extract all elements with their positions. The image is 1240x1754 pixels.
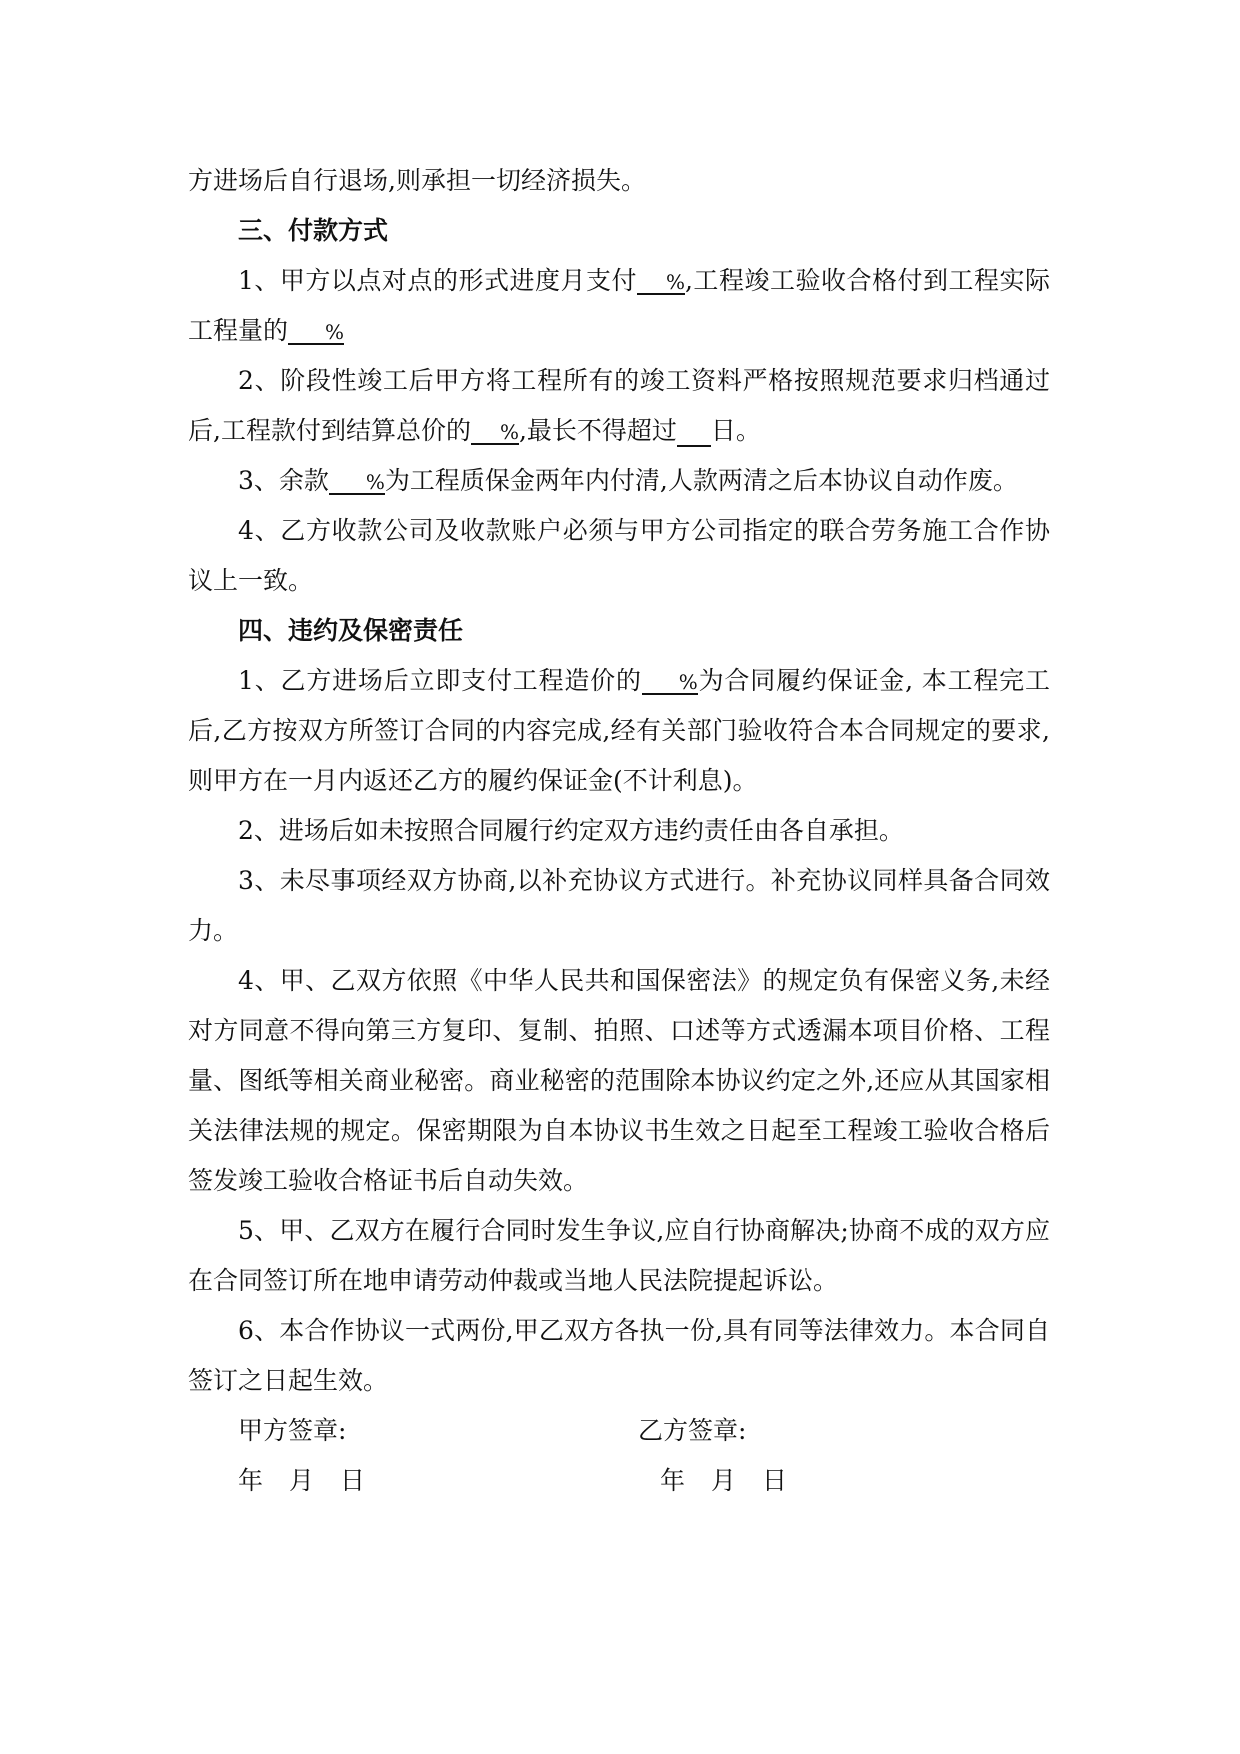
payment-clause-4: 4、乙方收款公司及收款账户必须与甲方公司指定的联合劳务施工合作协议上一致。	[188, 516, 1050, 595]
clause-text: ,工程竣工验收合格付到工程实际工程量的	[188, 266, 1050, 345]
signature-row	[188, 1406, 1050, 1456]
date-year-label: 年	[660, 1466, 686, 1495]
payment-clause-3	[188, 456, 1050, 506]
breach-clause-3: 3、未尽事项经双方协商,以补充协议方式进行。补充协议同样具备合同效力。	[188, 866, 1050, 945]
clause-text: 3、余款	[238, 466, 329, 495]
party-b-signature-label: 乙方签章:	[638, 1416, 747, 1445]
section-heading-payment: 三、付款方式	[238, 216, 389, 245]
clause-text: 为工程质保金两年内付清,人款两清之后本协议自动作废。	[384, 466, 1018, 495]
blank-field-days	[677, 417, 711, 447]
payment-clause-2	[188, 356, 1050, 456]
date-month-label: 月	[711, 1466, 737, 1495]
clause-text: 2、阶段性竣工后甲方将工程所有的竣工资料严格按照规范要求归档通过后,工程款付到结算总价的	[188, 366, 1050, 445]
blank-field-percent: %	[329, 471, 385, 495]
contract-body	[188, 156, 1050, 1506]
party-a-date	[238, 1456, 365, 1506]
paragraph-continuation: 方进场后自行退场,则承担一切经济损失。	[188, 166, 646, 195]
clause-text: 为合同履约保证金, 本工程完工后,乙方按双方所签订合同的内容完成,经有关部门验收符合本合同规定的要求,则甲方在一月内返还乙方的履约保证金(不计利息)。	[188, 666, 1050, 795]
clause-text: 1、乙方进场后立即支付工程造价的	[238, 666, 642, 695]
date-day-label: 日	[340, 1466, 366, 1495]
date-day-label: 日	[762, 1466, 788, 1495]
payment-clause-1	[188, 256, 1050, 356]
party-b-date	[660, 1456, 787, 1506]
section-heading-breach: 四、违约及保密责任	[238, 616, 464, 645]
breach-clause-6: 6、本合作协议一式两份,甲乙双方各执一份,具有同等法律效力。本合同自签订之日起生效。	[188, 1316, 1050, 1395]
breach-clause-2: 2、进场后如未按照合同履行约定双方违约责任由各自承担。	[238, 816, 904, 845]
date-year-label: 年	[238, 1466, 264, 1495]
blank-field-percent: %	[642, 671, 698, 695]
clause-text: 日。	[710, 416, 761, 445]
breach-clause-5: 5、甲、乙双方在履行合同时发生争议,应自行协商解决;协商不成的双方应在合同签订所在地申请劳动仲裁或当地人民法院提起诉讼。	[188, 1216, 1050, 1295]
clause-text: 1、甲方以点对点的形式进度月支付	[238, 266, 637, 295]
blank-field-percent: %	[637, 271, 685, 295]
clause-text: ,最长不得超过	[518, 416, 677, 445]
breach-clause-1	[188, 656, 1050, 806]
blank-field-percent: %	[288, 321, 344, 345]
party-a-signature-label: 甲方签章:	[238, 1416, 347, 1445]
breach-clause-4: 4、甲、乙双方依照《中华人民共和国保密法》的规定负有保密义务,未经对方同意不得向第三方复印、复制、拍照、口述等方式透漏本项目价格、工程量、图纸等相关商业秘密。商业秘密的范围除本协议约定之外,还应从其国家相关法律法规的规定。保密期限为自本协议书生效之日起至工程竣工验收合格后签发竣工验收合格证书后自动失效。	[188, 966, 1050, 1195]
date-month-label: 月	[289, 1466, 315, 1495]
blank-field-percent: %	[471, 421, 519, 445]
date-row	[188, 1456, 1050, 1506]
